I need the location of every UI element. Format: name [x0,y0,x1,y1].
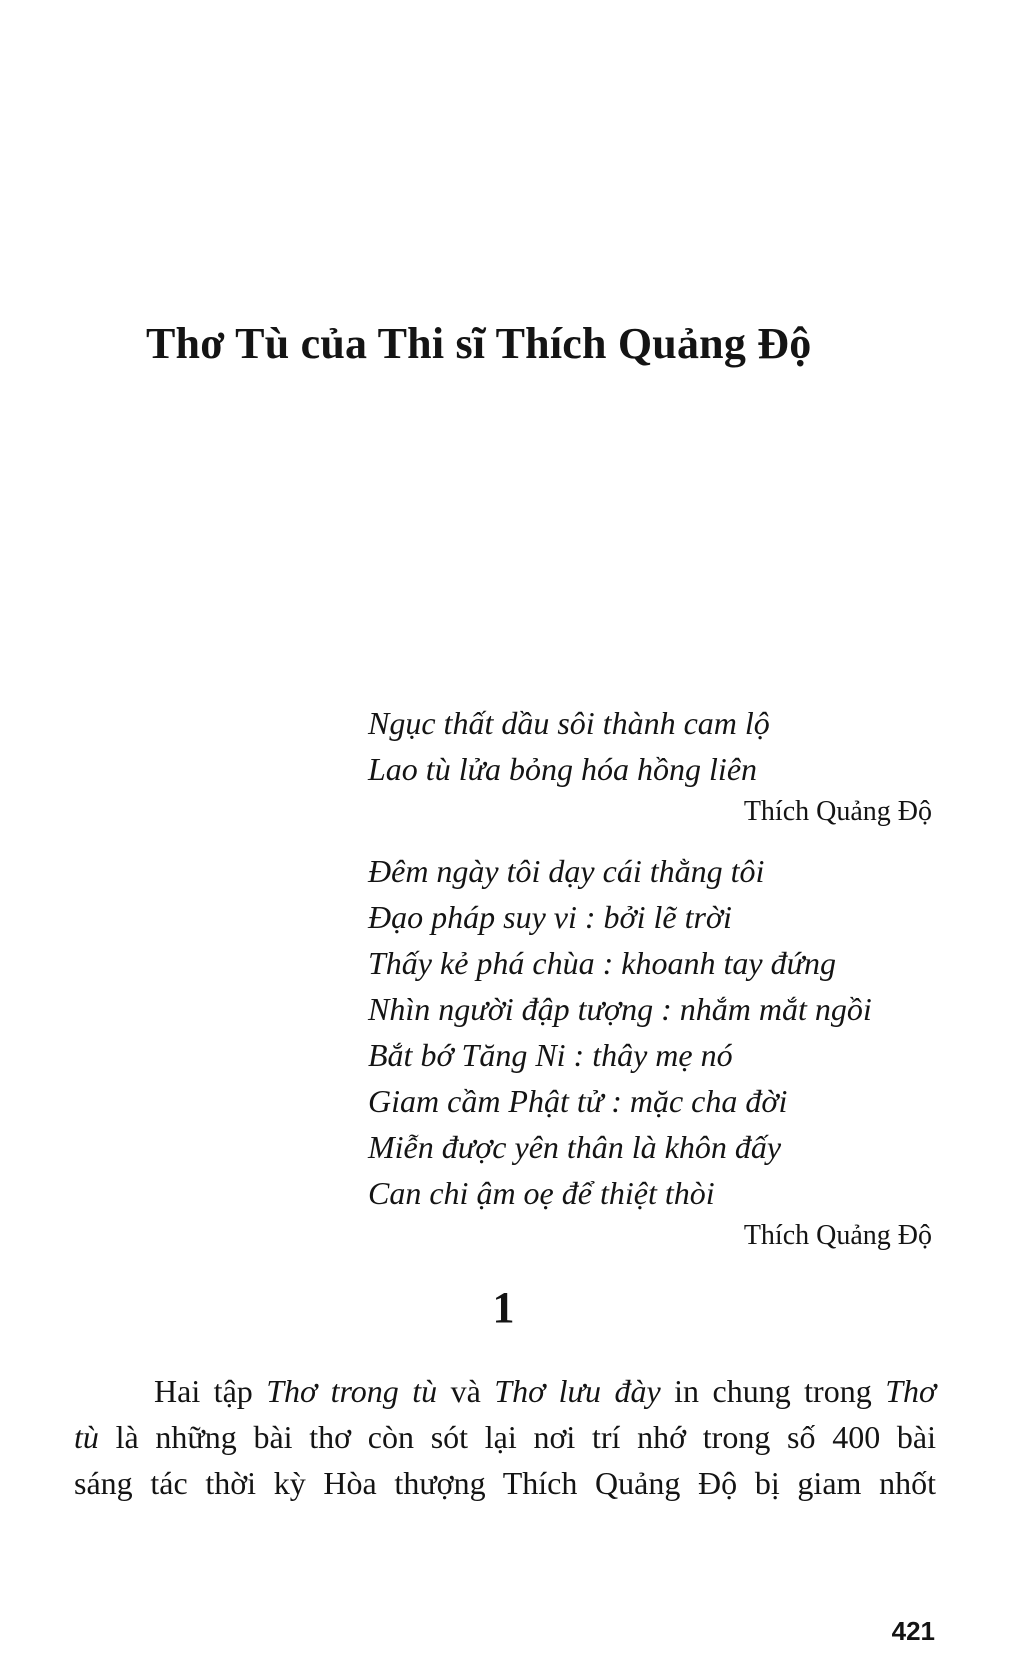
poem-line: Bắt bớ Tăng Ni : thây mẹ nó [368,1037,733,1073]
section-number: 1 [492,1283,515,1332]
epigraph-line: Ngục thất dầu sôi thành cam lộ [368,705,770,741]
body-line: sáng tác thời kỳ Hòa thượng Thích Quảng Độ bị giam nhốt [74,1465,936,1501]
book-title-italic: Thơ lưu đày [494,1373,661,1409]
epigraph-attribution: Thích Quảng Độ [743,796,932,827]
epigraph-line: Lao tù lửa bỏng hóa hồng liên [368,751,758,787]
poem-attribution: Thích Quảng Độ [743,1220,932,1251]
text-run: và [437,1373,495,1409]
book-title-italic: Thơ [885,1373,937,1409]
body-paragraph [74,1368,936,1506]
epigraph [368,700,936,832]
poem-line: Đêm ngày tôi dạy cái thằng tôi [368,853,765,889]
poem-line: Giam cầm Phật tử : mặc cha đời [368,1083,788,1119]
book-title-italic: tù [74,1419,99,1455]
poem-line: Can chi ậm oẹ để thiệt thòi [368,1175,715,1211]
book-title-italic: Thơ trong tù [266,1373,438,1409]
poem-line: Miễn được yên thân là khôn đấy [368,1129,782,1165]
poem-line: Thấy kẻ phá chùa : khoanh tay đứng [368,945,837,981]
body-line [74,1368,936,1414]
poem-line: Nhìn người đập tượng : nhắm mắt ngồi [368,991,872,1027]
page-number: 421 [891,1616,935,1646]
text-run: là những bài thơ còn sót lại nơi trí nhớ trong số 400 bài [98,1419,936,1455]
poem-line: Đạo pháp suy vi : bởi lẽ trời [368,899,732,935]
chapter-title: Thơ Tù của Thi sĩ Thích Quảng Độ [146,319,812,368]
poem [368,848,936,1256]
text-run: in chung trong [660,1373,886,1409]
body-line [74,1414,936,1460]
text-run: Hai tập [154,1373,267,1409]
